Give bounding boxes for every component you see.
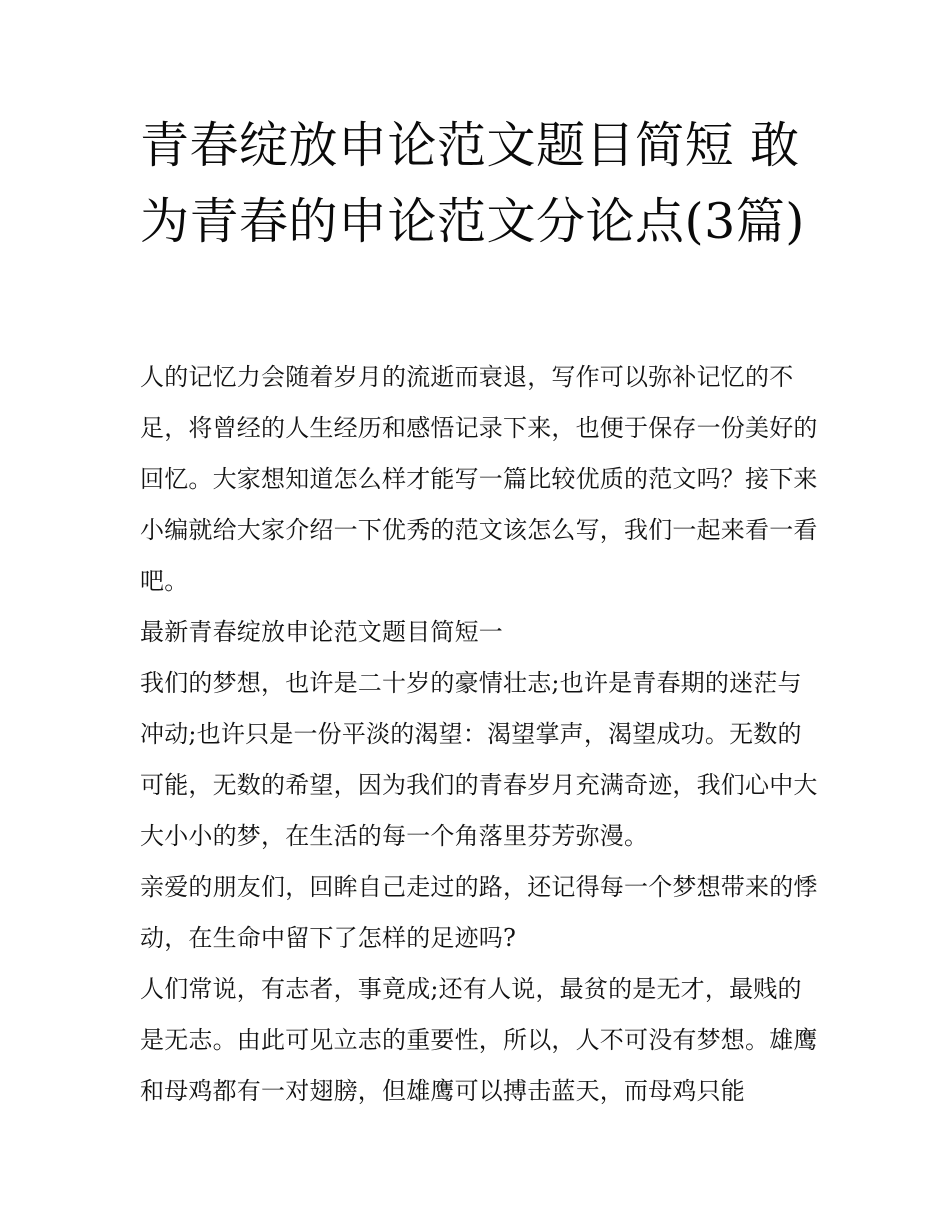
document-body	[140, 352, 825, 1117]
document-title: 青春绽放申论范文题目简短 敢为青春的申论范文分论点(3篇)	[140, 117, 805, 250]
section-heading: 最新青春绽放申论范文题目简短一	[140, 618, 503, 646]
paragraph-intro: 人的记忆力会随着岁月的流逝而衰退，写作可以弥补记忆的不足，将曾经的人生经历和感悟记录下来，也便于保存一份美好的回忆。大家想知道怎么样才能写一篇比较优质的范文吗？接下来小编就给大家介绍一下优秀的范文该怎么写，我们一起来看一看吧。	[140, 363, 818, 595]
paragraph-friends: 亲爱的朋友们，回眸自己走过的路，还记得每一个梦想带来的悸动，在生命中留下了怎样的足迹吗?	[140, 873, 818, 952]
paragraph-ambition: 人们常说，有志者，事竟成;还有人说，最贫的是无才，最贱的是无志。由此可见立志的重要性，所以，人不可没有梦想。雄鹰和母鸡都有一对翅膀，但雄鹰可以搏击蓝天，而母鸡只能	[140, 975, 818, 1105]
paragraph-dreams: 我们的梦想，也许是二十岁的豪情壮志;也许是青春期的迷茫与冲动;也许只是一份平淡的渴望：渴望掌声，渴望成功。无数的可能，无数的希望，因为我们的青春岁月充满奇迹，我们心中大大小小的梦，在生活的每一个角落里芬芳弥漫。	[140, 669, 818, 850]
